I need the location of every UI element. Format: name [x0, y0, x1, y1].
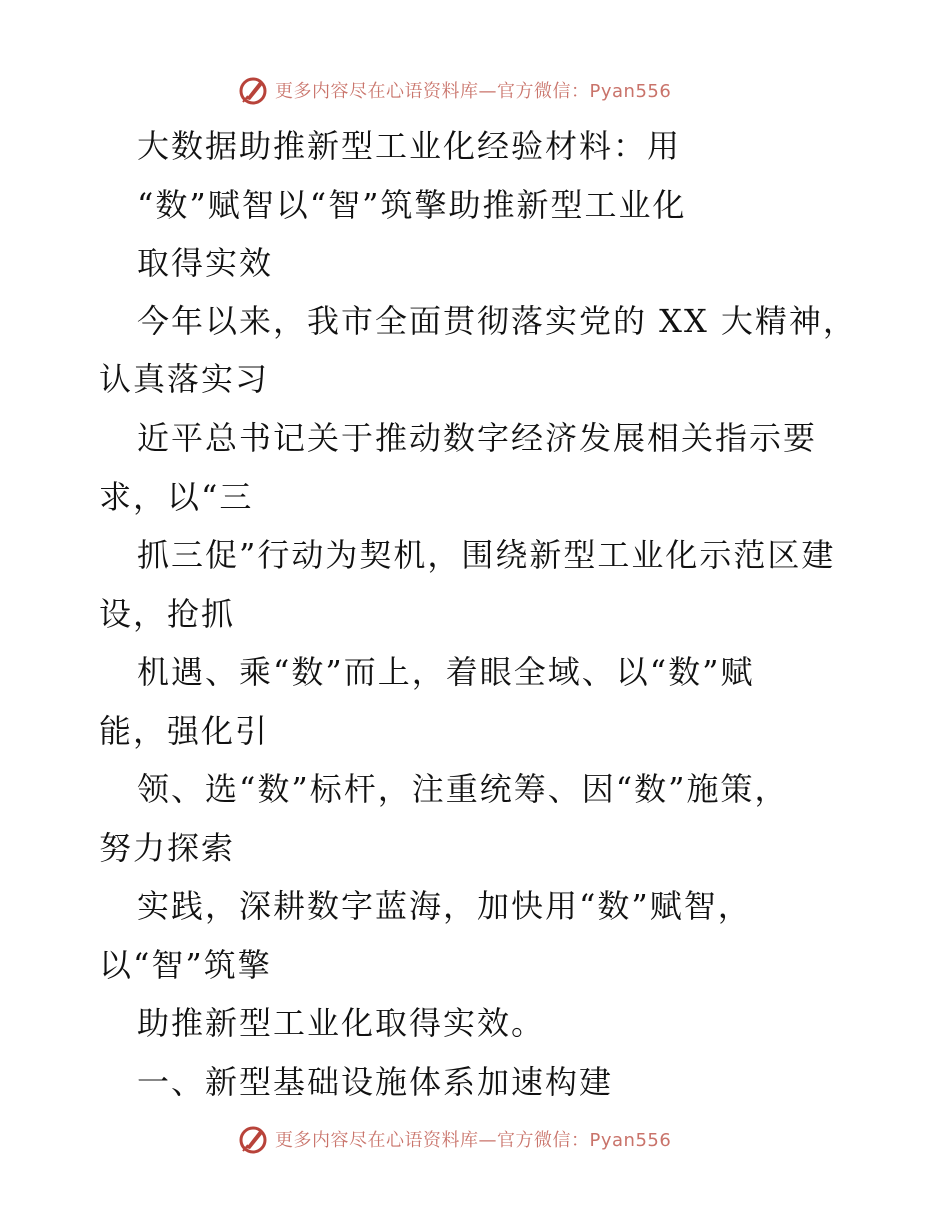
section-heading: 一、新型基础设施体系加速构建: [137, 1063, 614, 1101]
footer-banner: [237, 1121, 717, 1157]
title-line-2: “数”赋智以“智”筑擎助推新型工业化: [137, 186, 687, 224]
paragraph-line: 实践，深耕数字蓝海，加快用“数”赋智，: [137, 887, 752, 925]
banner-text: 更多内容尽在心语资料库—官方微信：Pyan556: [275, 81, 672, 102]
paragraph-line: 能，强化引: [99, 712, 270, 750]
paragraph-line: 领、选“数”标杆，注重统筹、因“数”施策，: [137, 770, 789, 808]
paragraph-line: 助推新型工业化取得实效。: [137, 1004, 546, 1042]
paragraph-line: 以“智”筑擎: [99, 946, 272, 984]
paragraph-line: 努力探索: [99, 829, 236, 867]
paragraph-line: 机遇、乘“数”而上，着眼全域、以“数”赋: [137, 653, 755, 691]
paragraph-line: 抓三促”行动为契机，围绕新型工业化示范区建: [137, 536, 836, 574]
quill-logo-icon: [237, 74, 269, 106]
banner-text: 更多内容尽在心语资料库—官方微信：Pyan556: [275, 1130, 672, 1151]
paragraph-line: 今年以来，我市全面贯彻落实党的 XX 大精神，: [137, 302, 857, 340]
paragraph-line: 认真落实习: [99, 360, 270, 398]
quill-logo-icon: [237, 1123, 269, 1155]
paragraph-line: 求，以“三: [99, 478, 254, 516]
paragraph-line: 设，抢抓: [99, 595, 236, 633]
header-banner: [237, 72, 717, 108]
paragraph-line: 近平总书记关于推动数字经济发展相关指示要: [137, 419, 818, 457]
title-line-1: 大数据助推新型工业化经验材料：用: [137, 127, 682, 165]
title-line-3: 取得实效: [137, 244, 274, 282]
